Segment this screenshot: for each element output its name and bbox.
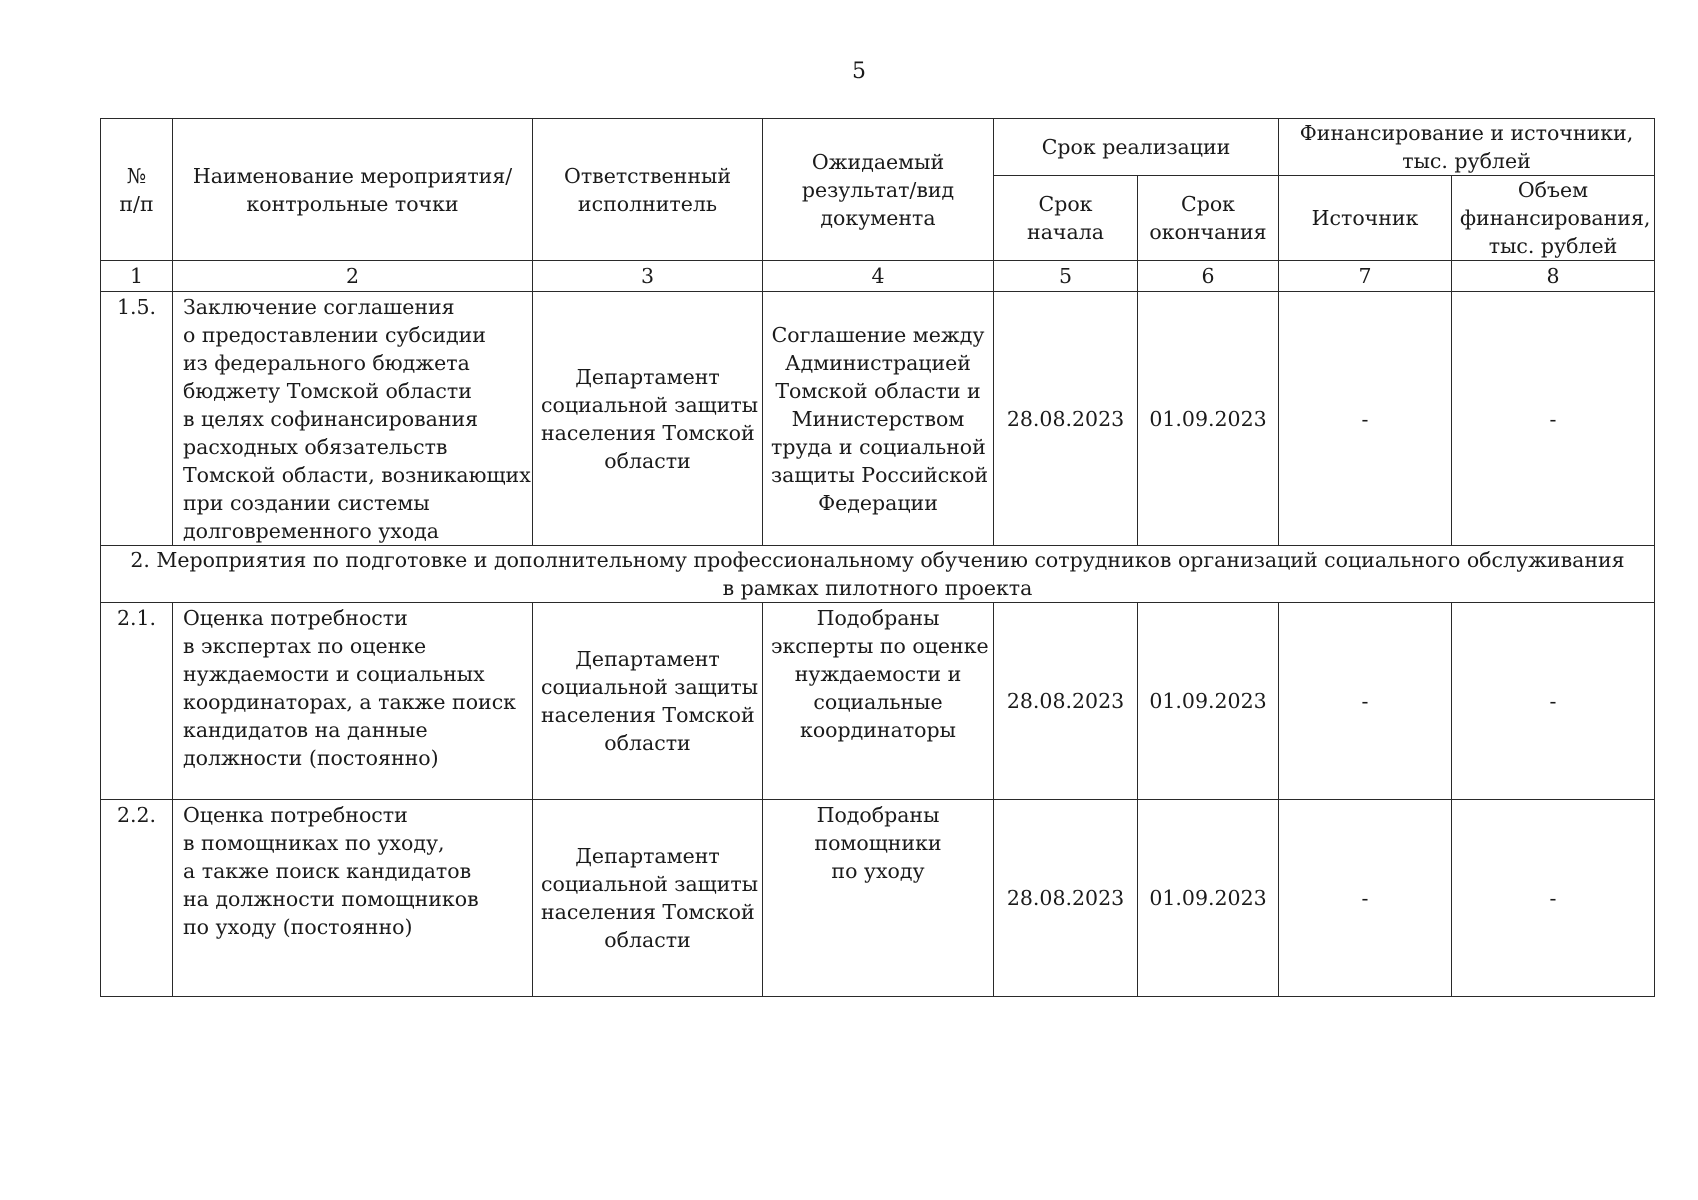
header-end [1138, 176, 1279, 261]
text-line: долговременного ухода [183, 519, 440, 543]
text-line: социальной защиты [541, 872, 759, 896]
expected-result [763, 800, 994, 997]
text-line: труда и социальной [771, 435, 986, 459]
text-line: № [126, 163, 147, 188]
column-number-5: 5 [994, 261, 1138, 292]
end-date: 01.09.2023 [1138, 603, 1279, 800]
column-number-4: 4 [763, 261, 994, 292]
text-line: координаторы [800, 718, 956, 742]
responsible-executor [533, 292, 763, 546]
column-number-7: 7 [1279, 261, 1452, 292]
text-line: бюджету Томской области [183, 379, 472, 403]
column-number-8: 8 [1452, 261, 1655, 292]
text-line: эксперты по оценке [771, 634, 989, 658]
section-title [101, 546, 1655, 603]
text-line: о предоставлении субсидии [183, 323, 486, 347]
text-line: в целях софинансирования [183, 407, 479, 431]
text-line: в экспертах по оценке [183, 634, 427, 658]
text-line: результат/вид [801, 177, 955, 202]
header-period-group: Срок реализации [994, 119, 1279, 176]
funding-source: - [1279, 603, 1452, 800]
activity-name [173, 603, 533, 800]
activity-name [173, 800, 533, 997]
text-line: при создании системы [183, 491, 430, 515]
funding-amount: - [1452, 292, 1655, 546]
header-name [173, 119, 533, 261]
text-line: Томской области и [775, 379, 981, 403]
text-line: кандидатов на данные [183, 718, 428, 742]
text-line: Ожидаемый [811, 149, 945, 174]
text-line: защиты Российской [771, 463, 989, 487]
header-finance-group [1279, 119, 1655, 176]
text-line: из федерального бюджета [183, 351, 470, 375]
text-line: социальные [813, 690, 943, 714]
activity-name [173, 292, 533, 546]
text-line: Наименование мероприятия/ [192, 163, 513, 188]
header-start [994, 176, 1138, 261]
text-line: в помощниках по уходу, [183, 831, 445, 855]
text-line: на должности помощников [183, 887, 479, 911]
text-line: исполнитель [577, 191, 718, 216]
text-line: Оценка потребности [183, 606, 408, 630]
text-line: Департамент [575, 844, 720, 868]
text-line: помощники [814, 831, 942, 855]
column-number-2: 2 [173, 261, 533, 292]
text-line: населения Томской [541, 900, 755, 924]
text-line: п/п [119, 191, 154, 216]
text-line: Подобраны [816, 606, 940, 630]
funding-source: - [1279, 292, 1452, 546]
text-line: Объем [1517, 178, 1589, 202]
row-number: 2.1. [101, 603, 173, 800]
start-date: 28.08.2023 [994, 292, 1138, 546]
table-row [101, 603, 1655, 800]
text-line: нуждаемости и [794, 662, 962, 686]
text-line: Срок [1038, 192, 1093, 216]
text-line: социальной защиты [541, 675, 759, 699]
responsible-executor [533, 800, 763, 997]
expected-result [763, 292, 994, 546]
funding-amount: - [1452, 603, 1655, 800]
header-result [763, 119, 994, 261]
text-line: расходных обязательств [183, 435, 448, 459]
text-line: окончания [1149, 220, 1267, 244]
header-responsible [533, 119, 763, 261]
text-line: Департамент [575, 647, 720, 671]
text-line: по уходу [831, 859, 925, 883]
table-row [101, 800, 1655, 997]
text-line: Администрацией [785, 351, 971, 375]
text-line: начала [1027, 220, 1104, 244]
text-line: Департамент [575, 364, 720, 389]
column-number-row [101, 261, 1655, 292]
text-line: должности (постоянно) [183, 746, 439, 770]
responsible-executor [533, 603, 763, 800]
activity-plan-table [100, 118, 1655, 997]
header-row [101, 119, 1655, 176]
header-num [101, 119, 173, 261]
row-number: 1.5. [101, 292, 173, 546]
text-line: тыс. рублей [1402, 149, 1531, 173]
text-line: документа [820, 205, 936, 230]
end-date: 01.09.2023 [1138, 800, 1279, 997]
start-date: 28.08.2023 [994, 603, 1138, 800]
text-line: тыс. рублей [1488, 234, 1618, 258]
text-line: Министерством [791, 407, 965, 431]
page-number: 5 [852, 59, 866, 84]
text-line: социальной защиты [541, 392, 759, 417]
text-line: Срок [1181, 192, 1235, 216]
text-line: области [604, 448, 691, 473]
funding-amount: - [1452, 800, 1655, 997]
header-amount [1452, 176, 1655, 261]
text-line: Федерации [818, 491, 938, 515]
text-line: населения Томской [541, 420, 755, 445]
text-line: контрольные точки [246, 191, 459, 216]
end-date: 01.09.2023 [1138, 292, 1279, 546]
text-line: Заключение соглашения [183, 295, 455, 319]
text-line: населения Томской [541, 703, 755, 727]
table-row [101, 292, 1655, 546]
text-line: Соглашение между [771, 323, 985, 347]
column-number-6: 6 [1138, 261, 1279, 292]
text-line: Ответственный [564, 163, 731, 188]
text-line: Оценка потребности [183, 803, 408, 827]
text-line: в рамках пилотного проекта [722, 576, 1033, 600]
text-line: области [604, 731, 691, 755]
text-line: финансирования, [1460, 206, 1651, 230]
text-line: 2. Мероприятия по подготовке и дополнительному профессиональному обучению сотрудников организаций социального обслуживания [130, 548, 1625, 572]
expected-result [763, 603, 994, 800]
text-line: координаторах, а также поиск [183, 690, 516, 714]
text-line: Финансирование и источники, [1299, 121, 1634, 145]
start-date: 28.08.2023 [994, 800, 1138, 997]
text-line: Подобраны [816, 803, 940, 827]
text-line: Томской области, возникающих [183, 463, 531, 487]
text-line: нуждаемости и социальных [183, 662, 485, 686]
section-row [101, 546, 1655, 603]
header-source: Источник [1279, 176, 1452, 261]
funding-source: - [1279, 800, 1452, 997]
text-line: по уходу (постоянно) [183, 915, 413, 939]
column-number-1: 1 [101, 261, 173, 292]
text-line: области [604, 928, 691, 952]
column-number-3: 3 [533, 261, 763, 292]
text-line: а также поиск кандидатов [183, 859, 472, 883]
row-number: 2.2. [101, 800, 173, 997]
